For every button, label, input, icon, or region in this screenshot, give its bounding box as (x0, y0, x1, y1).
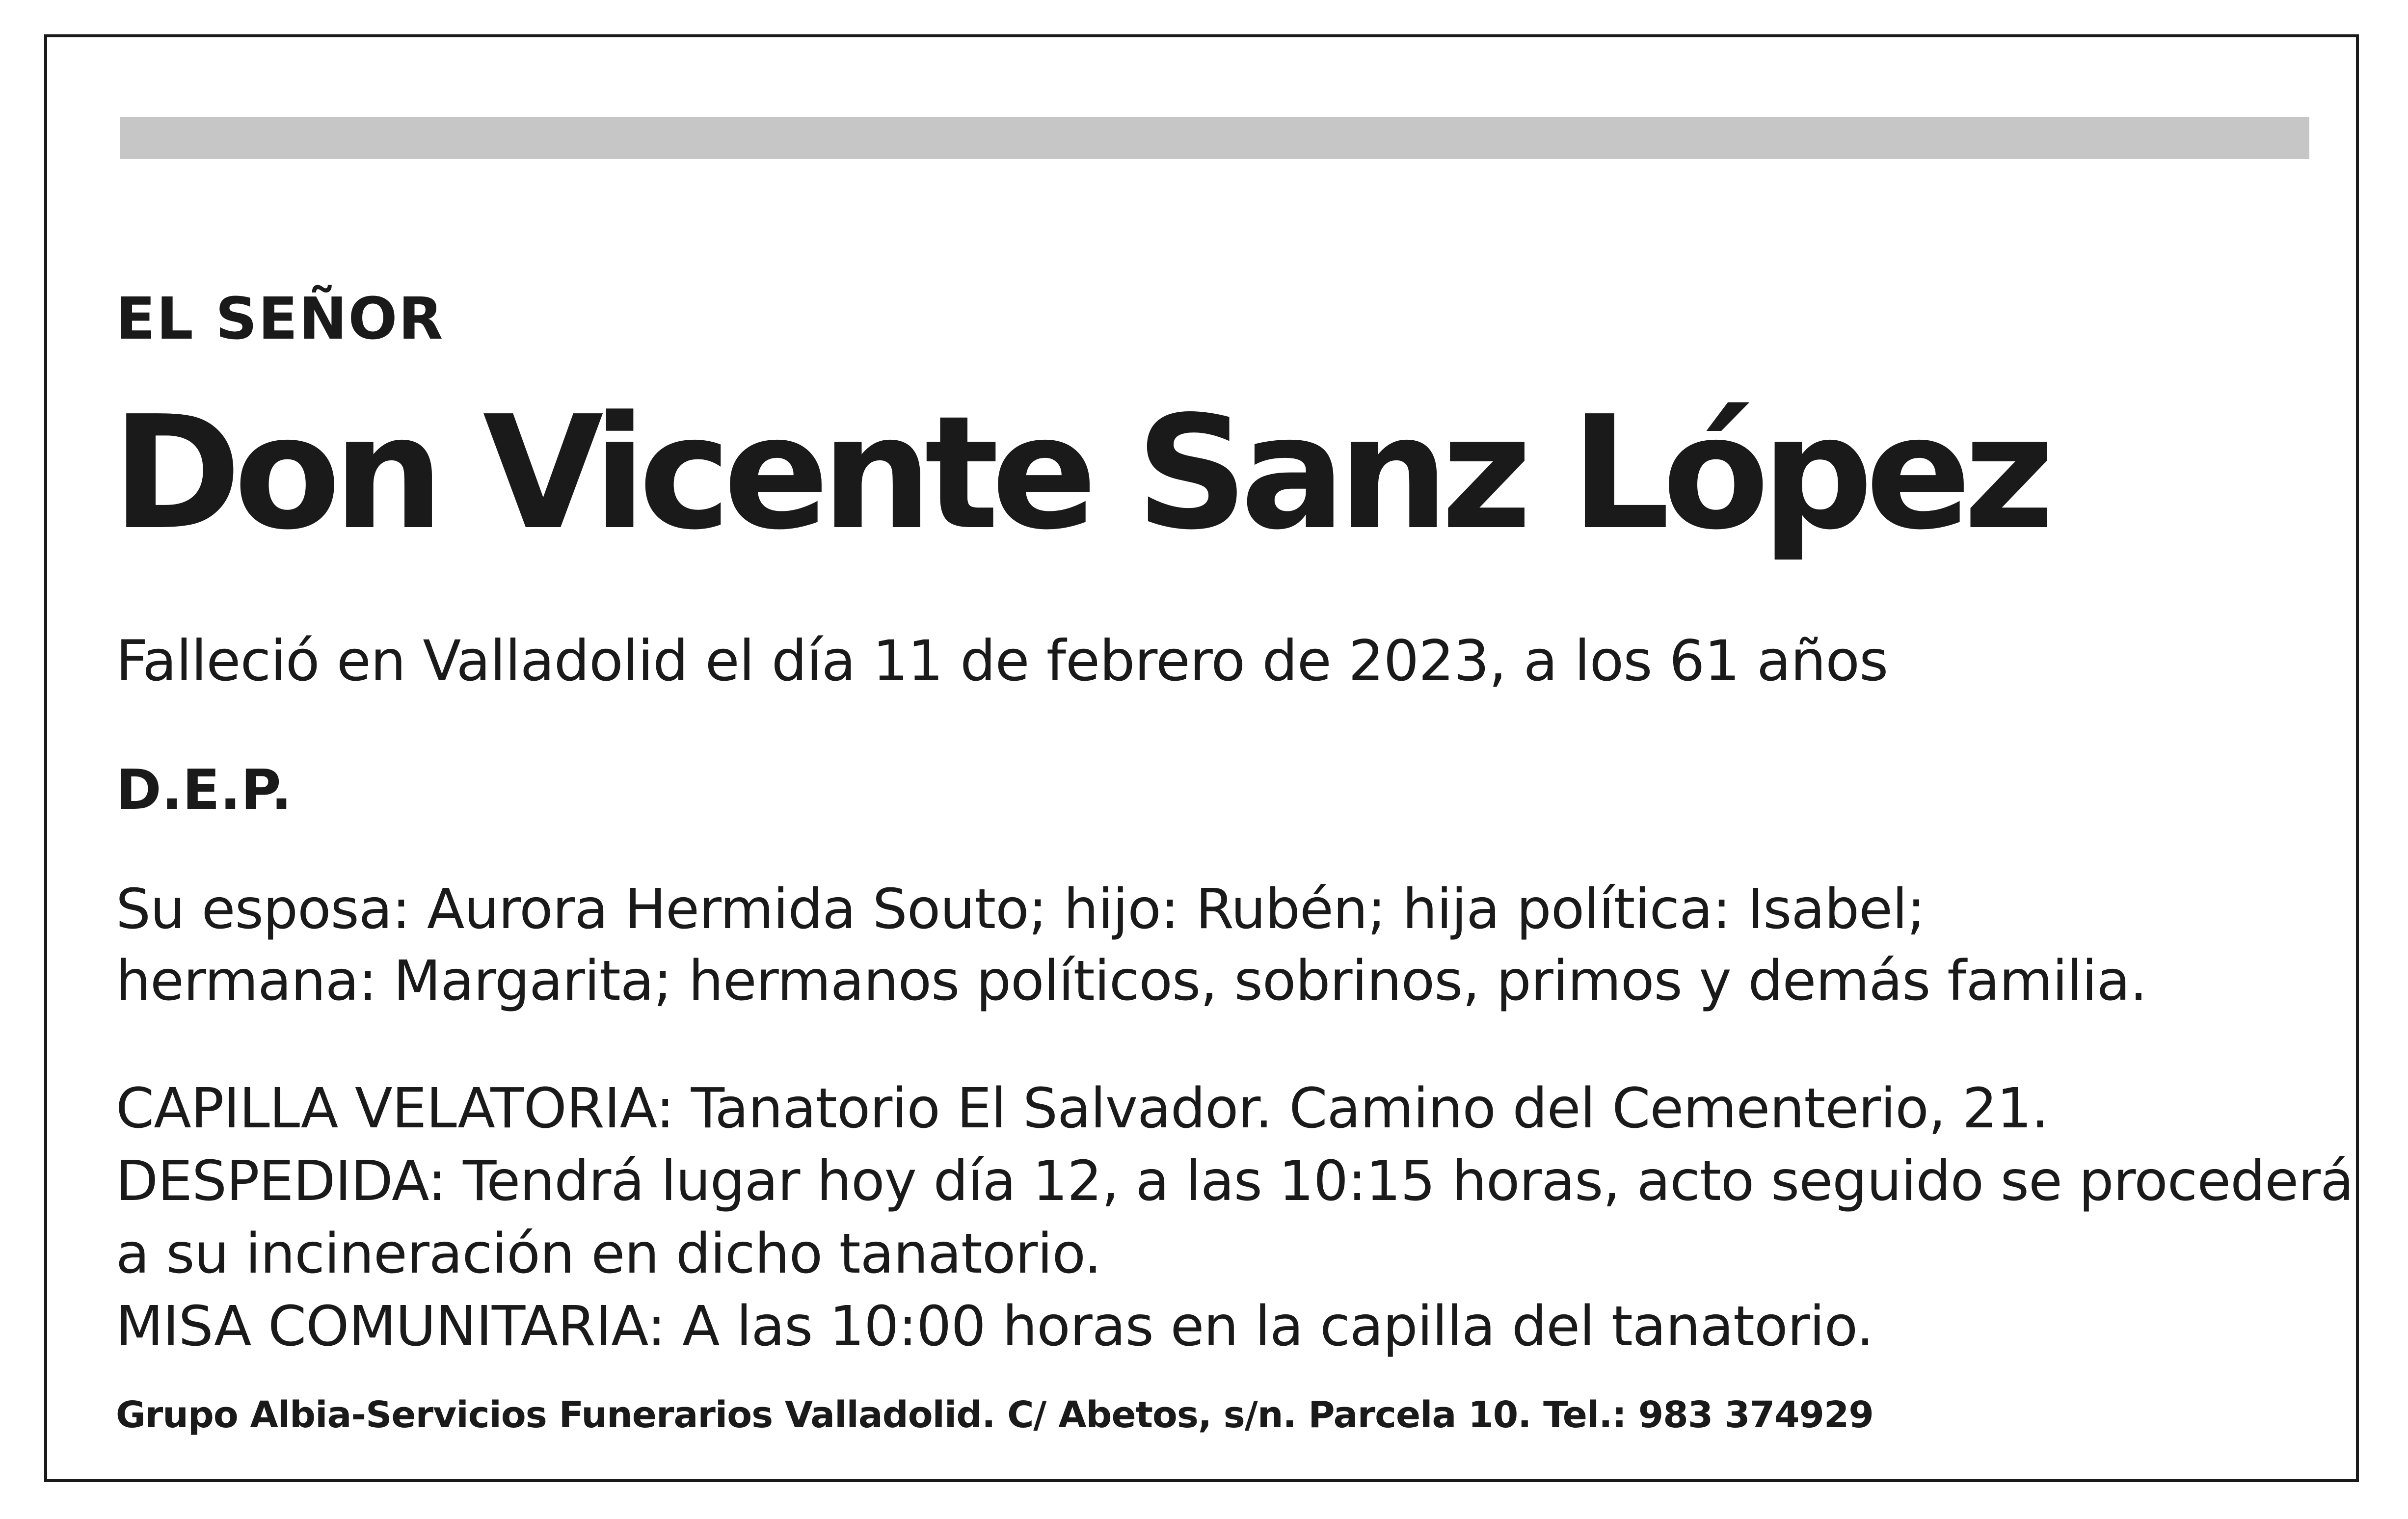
services-block (116, 1072, 2354, 1363)
death-line: Falleció en Valladolid el día 11 de febrero de 2023, a los 61 años (116, 628, 1888, 693)
family-block (116, 874, 2147, 1017)
rip-mark: D.E.P. (116, 758, 292, 822)
service-line: DESPEDIDA: Tendrá lugar hoy día 12, a las 10:15 horas, acto seguido se procederá (116, 1149, 2354, 1213)
funeral-home-footer: Grupo Albia-Servicios Funerarios Valladolid. C/ Abetos, s/n. Parcela 10. Tel.: 983 374929 (116, 1394, 1873, 1436)
deceased-name: Don Vicente Sanz López (112, 382, 2047, 564)
service-line: a su incineración en dicho tanatorio. (116, 1222, 1101, 1286)
family-line: Su esposa: Aurora Hermida Souto; hijo: Rubén; hija política: Isabel; (116, 878, 1925, 941)
family-line: hermana: Margarita; hermanos políticos, sobrinos, primos y demás familia. (116, 949, 2147, 1013)
service-line: CAPILLA VELATORIA: Tanatorio El Salvador. Camino del Cementerio, 21. (116, 1077, 2049, 1141)
service-line: MISA COMUNITARIA: A las 10:00 horas en la capilla del tanatorio. (116, 1295, 1873, 1359)
top-bar (120, 117, 2309, 159)
honorific: EL SEÑOR (116, 285, 444, 352)
